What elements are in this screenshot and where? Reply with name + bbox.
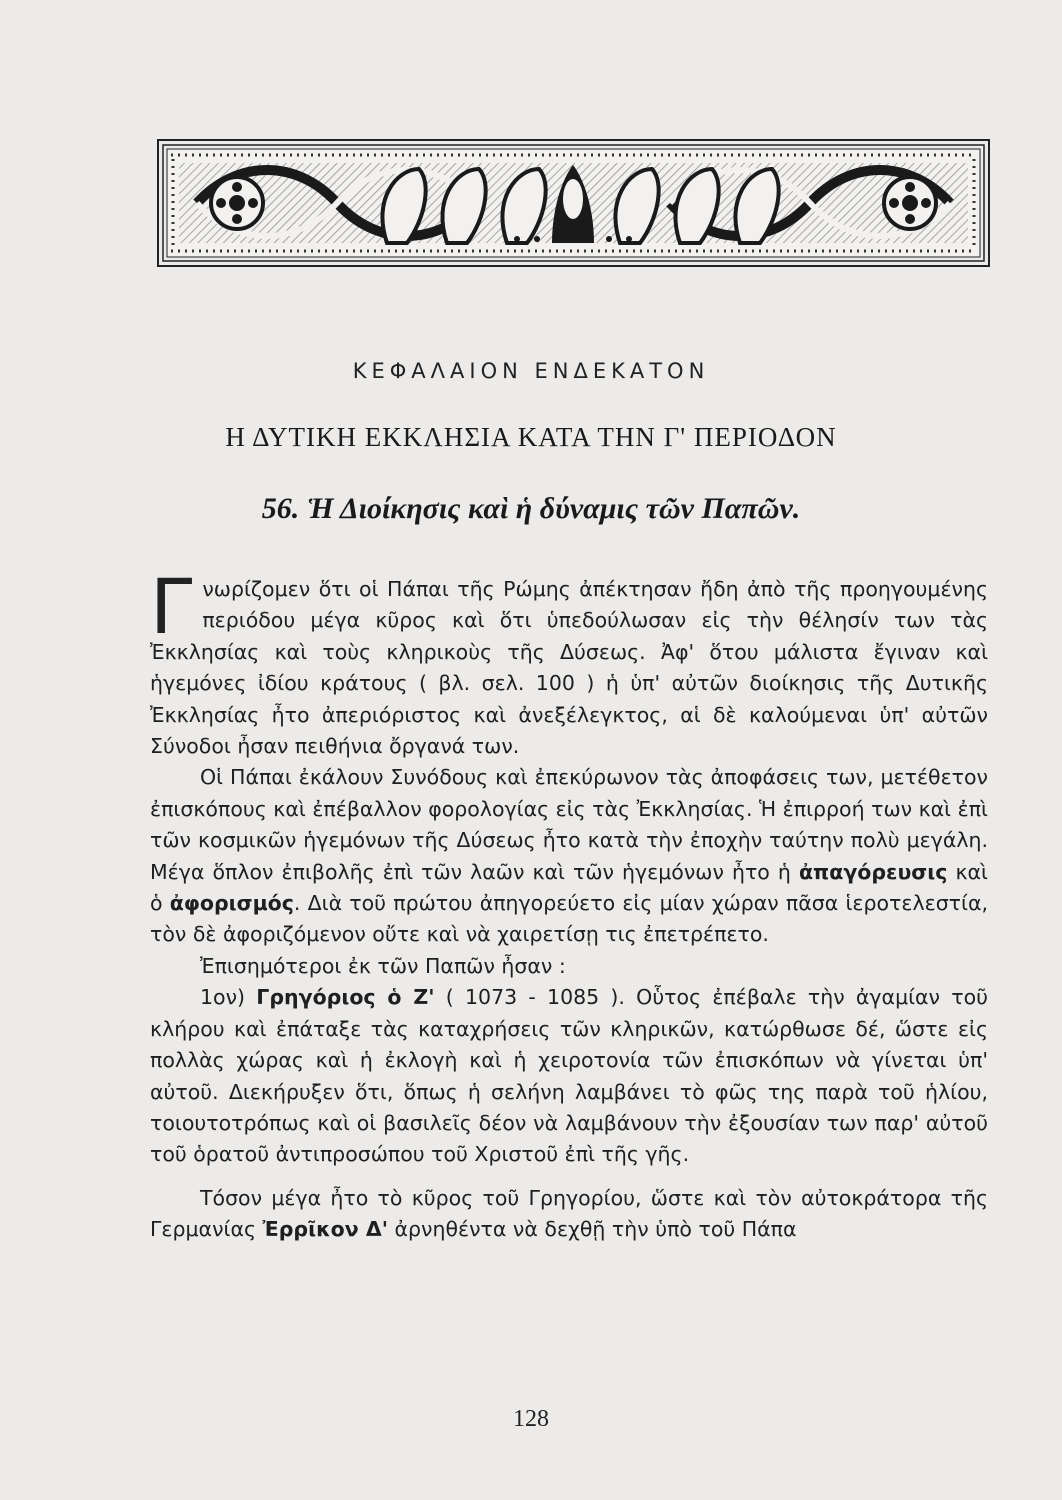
chapter-title: Η ΔΥΤΙΚΗ ΕΚΚΛΗΣΙΑ ΚΑΤΑ ΤΗΝ Γ' ΠΕΡΙΟΔΟΝ — [225, 422, 837, 452]
paragraph-2 — [150, 762, 988, 950]
page-number: 128 — [513, 1406, 549, 1432]
paragraph-2-text-a: Οἱ Πάπαι ἐκάλουν Συνόδους καὶ ἐπεκύρωνον τὰς ἀποφάσεις των, μετέθετον ἐπισκόπους καὶ ἐπέβαλλον φορολογίας εἰς τὰς Ἐκκλησίας. Ἡ ἐπιρροή των καὶ ἐπὶ τῶν κοσμικῶν ἡγεμόνων τῆς Δύσεως ἦτο κατὰ τὴν ἐποχὴν ταύτην πολὺ μεγάλη. Μέγα ὅπλον ἐπιβολῆς ἐπὶ τῶν λαῶν καὶ τῶν ἡγεμόνων ἦτο ἡ — [150, 765, 988, 884]
paragraph-1 — [150, 562, 988, 762]
paragraph-2-text-b: καὶ ὁ — [150, 859, 988, 916]
list-number: 1ον) — [200, 985, 246, 1010]
paragraph-3: Ἐπισημότεροι ἐκ τῶν Παπῶν ἦσαν : — [200, 953, 566, 978]
paragraph-2-text-c: . Διὰ τοῦ πρώτου ἀπηγορεύετο εἰς μίαν χώραν πᾶσα ἱεροτελεστία, τὸν δὲ ἀφοριζόμενον οὔτε καὶ νὰ χαιρετίσῃ τις ἐπετρέπετο. — [150, 891, 988, 947]
emperor-name-henry: Ἐρρῖκον Δ' — [262, 1217, 388, 1242]
paragraph-4 — [150, 982, 988, 1170]
term-interdict: ἀπαγόρευσις — [798, 859, 948, 884]
paragraph-5 — [150, 1183, 988, 1246]
paragraph-5-text-a: Τόσον μέγα ἦτο τὸ κῦρος τοῦ Γρηγορίου, ὥστε καὶ τὸν αὐτοκράτορα τῆς Γερμανίας — [150, 1185, 988, 1242]
pope-name-gregory: Γρηγόριος ὁ Ζ' — [256, 985, 435, 1010]
drop-cap: Γ — [150, 562, 193, 651]
chapter-label: ΚΕΦΑΛΑΙΟΝ ΕΝΔΕΚΑΤΟΝ — [352, 359, 710, 383]
section-title: Ἡ Διοίκησις καὶ ἡ δύναμις τῶν Παπῶν. — [307, 492, 801, 525]
term-excommunication: ἀφορισμός — [169, 891, 294, 916]
section-heading — [0, 492, 1062, 526]
paragraph-4-text: ( 1073 - 1085 ). Οὗτος ἐπέβαλε τὴν ἀγαμίαν τοῦ κλήρου καὶ ἐπάταξε τὰς καταχρήσεις τῶν κληρικῶν, κατώρθωσε δέ, ὥστε εἰς πολλὰς χώρας καὶ ἡ ἐκλογὴ καὶ ἡ χειροτονία τῶν ἐπισκόπων νὰ γίνεται ὑπ' αὐτοῦ. Διεκήρυξεν ὅτι, ὅπως ἡ σελήνη λαμβάνει τὸ φῶς της παρὰ τοῦ ἡλίου, τοιουτοτρόπως καὶ οἱ βασιλεῖς δέον νὰ λαμβάνουν τὴν ἐξουσίαν των παρ' αὐτοῦ τοῦ ὁρατοῦ ἀντιπροσώπου τοῦ Χριστοῦ ἐπὶ τῆς γῆς. — [150, 985, 988, 1167]
paragraph-1-text: νωρίζομεν ὅτι οἱ Πάπαι τῆς Ρώμης ἀπέκτησαν ἤδη ἀπὸ τῆς προηγουμένης περιόδου μέγα κῦρος καὶ ὅτι ὑπεδούλωσαν εἰς τὴν θέλησίν των τὰς Ἐκκλησίας καὶ τοὺς κληρικοὺς τῆς Δύσεως. Ἀφ' ὅτου μάλιστα ἔγιναν καὶ ἡγεμόνες ἰδίου κράτους ( βλ. σελ. 100 ) ἡ ὑπ' αὐτῶν διοίκησις τῆς Δυτικῆς Ἐκκλησίας ἦτο ἀπεριόριστος καὶ ἀνεξέλεγκτος, αἱ δὲ καλούμεναι ὑπ' αὐτῶν Σύνοδοι ἦσαν πειθήνια ὄργανά των. — [150, 577, 988, 759]
ornamental-banner — [157, 139, 990, 267]
paragraph-gap — [150, 1171, 988, 1183]
body-text — [150, 562, 988, 1246]
section-number: 56. — [261, 492, 300, 525]
paragraph-5-text-b: ἀρνηθέντα νὰ δεχθῇ τὴν ὑπὸ τοῦ Πάπα — [387, 1217, 797, 1242]
ornament-graphic — [157, 139, 990, 267]
